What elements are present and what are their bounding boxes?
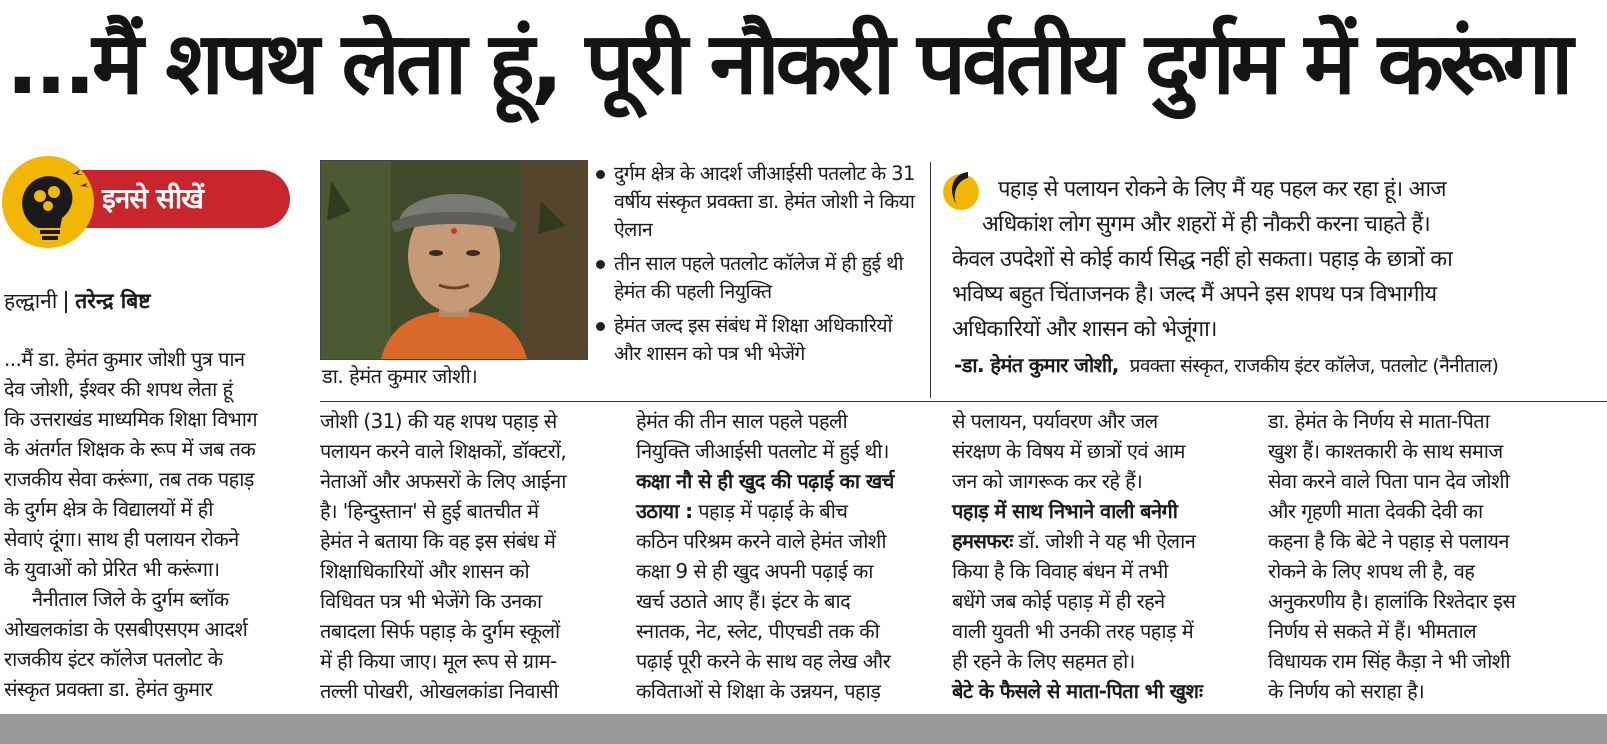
quote-line: केवल उपदेशों से कोई कार्य सिद्ध नहीं हो सकता। पहाड़ के छात्रों का [952,247,1453,272]
text-line: और गृहणी माता देवकी देवी का [1268,499,1483,523]
text-line: सेवा करने वाले पिता पान देव जोशी [1268,469,1510,493]
article-column-3 [636,406,936,706]
text-line: जन को जागरूक कर रहे हैं। [952,469,1143,493]
text-line: के युवाओं को प्रेरित भी करूंगा। [4,557,220,581]
text-line: पलायन करने वाले शिक्षकों, डॉक्टरों, [320,439,567,463]
text-span: डॉ. जोशी ने यह भी ऐलान [1018,529,1196,553]
learn-badge-pill [64,170,290,228]
signature-title: प्रवक्ता संस्कृत, राजकीय इंटर कॉलेज, पतलोट (नैनीताल) [1129,355,1499,377]
key-point: दुर्गम क्षेत्र के आदर्श जीआईसी पतलोट के 31 वर्षीय संस्कृत प्रवक्ता डा. हेमंत जोशी ने किया ऐलान [592,160,922,244]
bulb-head-icon [2,156,94,248]
article-column-5 [1268,406,1598,706]
portrait-photo [320,160,588,360]
photo-caption: डा. हेमंत कुमार जोशी। [322,364,478,388]
key-point: तीन साल पहले पतलोट कॉलेज में ही हुई थी हेमंत की पहली नियुक्ति [592,250,922,306]
subheading: उठाया : [636,499,693,523]
text-line: ओखलकांडा के एसबीएसएम आदर्श [4,617,248,641]
text-line: बधेंगे जब कोई पहाड़ में ही रहने [952,589,1165,613]
learn-badge [2,152,292,248]
article-column-1 [4,344,304,704]
text-line: तल्ली पोखरी, ओखलकांडा निवासी [320,679,559,703]
quote-line: पहाड़ से पलायन रोकने के लिए मैं यह पहल कर रहा हूं। आज [998,177,1446,202]
text-line: कि उत्तराखंड माध्यमिक शिक्षा विभाग [4,407,258,431]
vertical-divider [930,162,931,398]
article-column-2 [320,406,620,706]
text-line: ही रहने के लिए सहमत हो। [952,649,1135,673]
text-line: सेवाएं दूंगा। साथ ही पलायन रोकने [4,527,239,551]
text-line: शिक्षाधिकारियों और शासन को [320,559,530,583]
quote-line: भविष्य बहुत चिंताजनक है। जल्द मैं अपने इस शपथ पत्र विभागीय [952,282,1437,307]
pull-quote [952,172,1592,347]
quote-signature [954,350,1498,381]
text-line: के निर्णय को सराहा है। [1268,679,1425,703]
text-line: के दुर्गम क्षेत्र के विद्यालयों में ही [4,497,213,521]
text-line: अनुकरणीय है। हालांकि रिश्तेदार इस [1268,589,1516,613]
bottom-bar [0,714,1607,744]
text-line: नियुक्ति जीआईसी पतलोट में हुई थी। [636,439,889,463]
horizontal-divider [320,401,1607,402]
text-line: में ही किया जाए। मूल रूप से ग्राम- [320,649,557,673]
text-line: रोकने के लिए शपथ ली है, वह [1268,559,1475,583]
text-line: जोशी (31) की यह शपथ पहाड़ से [320,409,557,433]
text-line: स्नातक, नेट, स्लेट, पीएचडी तक की [636,619,880,643]
byline [4,286,150,316]
learn-badge-label: इनसे सीखें [102,182,204,215]
text-line: विधिवत पत्र भी भेजेंगे कि उनका [320,589,542,613]
text-line: वाली युवती भी उनकी तरह पहाड़ में [952,619,1194,643]
text-line: कविताओं से शिक्षा के उन्नयन, पहाड़ [636,679,881,703]
subheading: पहाड़ में साथ निभाने वाली बनेगी [952,499,1178,523]
signature-name: -डा. हेमंत कुमार जोशी, [954,353,1119,377]
text-line: विधायक राम सिंह कैड़ा ने भी जोशी [1268,649,1510,673]
article-column-4 [952,406,1252,706]
text-line: कक्षा 9 से ही खुद अपनी पढ़ाई का [636,559,873,583]
text-line: पढ़ाई पूरी करने के साथ वह लेख और [636,649,891,673]
quote-line: अधिकांश लोग सुगम और शहरों में ही नौकरी करना चाहते हैं। [982,212,1430,237]
byline-author: तरेन्द्र बिष्ट [75,289,151,313]
subheading: कक्षा नौ से ही खुद की पढ़ाई का खर्च [636,469,894,493]
text-line: कहना है कि बेटे ने पहाड़ से पलायन [1268,529,1509,553]
byline-separator [65,291,67,313]
text-line: डा. हेमंत के निर्णय से माता-पिता [1268,409,1490,433]
text-line: निर्णय से सकते में हैं। भीमताल [1268,619,1477,643]
text-line: से पलायन, पर्यावरण और जल [952,409,1158,433]
key-point: हेमंत जल्द इस संबंध में शिक्षा अधिकारियों और शासन को पत्र भी भेजेंगे [592,312,922,368]
text-line: तबादला सिर्फ पहाड़ के दुर्गम स्कूलों [320,619,560,643]
text-line: संस्कृत प्रवक्ता डा. हेमंत कुमार [4,677,213,701]
subheading: हमसफरः [952,529,1013,553]
key-points [592,160,922,374]
text-line: खर्च उठाते आए हैं। इंटर के बाद [636,589,851,613]
text-line: राजकीय इंटर कॉलेज पतलोट के [4,647,223,671]
text-line: नेताओं और अफसरों के लिए आईना [320,469,566,493]
text-line: खुश हैं। काश्तकारी के साथ समाज [1268,439,1503,463]
subheading: बेटे के फैसले से माता-पिता भी खुशः [952,679,1203,703]
text-line: ...मैं डा. हेमंत कुमार जोशी पुत्र पान [4,347,245,371]
text-span: पहाड़ में पढ़ाई के बीच [698,499,848,523]
text-line: हेमंत की तीन साल पहले पहली [636,409,848,433]
text-line: कठिन परिश्रम करने वाले हेमंत जोशी [636,529,886,553]
quote-line: अधिकारियों और शासन को भेजूंगा। [952,317,1217,342]
text-line [952,526,1252,556]
text-line: है। 'हिन्दुस्तान' से हुई बातचीत में [320,499,539,523]
text-line: हेमंत ने बताया कि वह इस संबंध में [320,529,556,553]
text-line: संरक्षण के विषय में छात्रों एवं आम [952,439,1185,463]
headline: ...मैं शपथ लेता हूं, पूरी नौकरी पर्वतीय दुर्गम में करूंगा [6,14,1570,114]
text-line: राजकीय सेवा करूंगा, तब तक पहाड़ [4,467,254,491]
text-line [636,496,936,526]
text-line: के अंतर्गत शिक्षक के रूप में जब तक [4,437,256,461]
text-line: किया है कि विवाह बंधन में तभी [952,559,1168,583]
byline-place: हल्द्वानी [4,289,58,313]
text-line: नैनीताल जिले के दुर्गम ब्लॉक [32,587,229,611]
text-line: देव जोशी, ईश्वर की शपथ लेता हूं [4,377,233,401]
